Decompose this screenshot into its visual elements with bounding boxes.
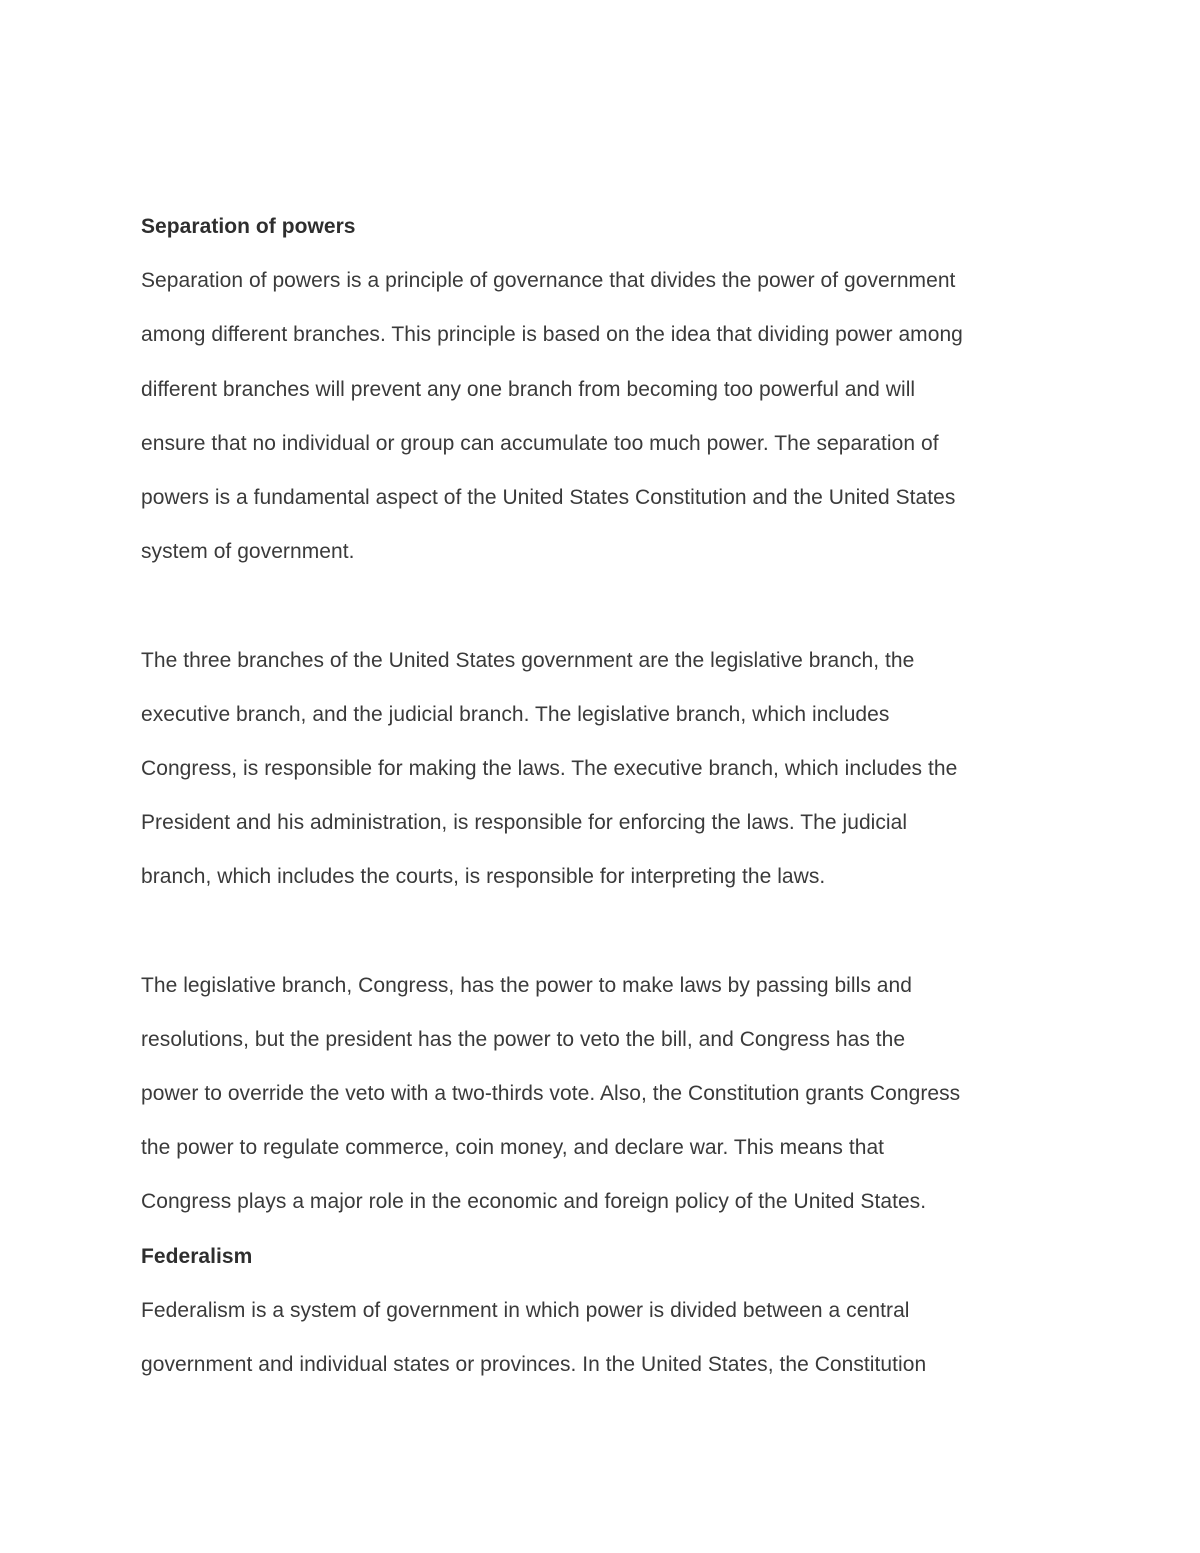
paragraph-line: executive branch, and the judicial branch. The legislative branch, which includes [141, 702, 890, 726]
paragraph-1 [141, 254, 1081, 579]
paragraph-line: power to override the veto with a two-thirds vote. Also, the Constitution grants Congress [141, 1082, 961, 1105]
paragraph-line: different branches will prevent any one branch from becoming too powerful and will [141, 377, 916, 401]
paragraph-line: President and his administration, is responsible for enforcing the laws. The judicial [141, 811, 908, 835]
paragraph-line: powers is a fundamental aspect of the United States Constitution and the United States [141, 485, 956, 509]
paragraph-spacer [141, 579, 1081, 633]
paragraph-2 [141, 634, 1081, 905]
paragraph-line: system of government. [141, 540, 355, 564]
paragraph-line: government and individual states or provinces. In the United States, the Constitution [141, 1352, 927, 1376]
paragraph-line: Federalism is a system of government in which power is divided between a central [141, 1298, 910, 1322]
paragraph-line: Separation of powers is a principle of governance that divides the power of government [141, 269, 956, 293]
paragraph-line: among different branches. This principle is based on the idea that dividing power among [141, 323, 963, 347]
section-heading-federalism: Federalism [141, 1244, 253, 1268]
paragraph-line: Congress plays a major role in the economic and foreign policy of the United States. [141, 1190, 927, 1214]
section-heading-separation-of-powers: Separation of powers [141, 215, 356, 238]
paragraph-line: ensure that no individual or group can accumulate too much power. The separation of [141, 431, 939, 455]
paragraph-3 [141, 959, 1081, 1230]
paragraph-line: Congress, is responsible for making the laws. The executive branch, which includes the [141, 756, 958, 780]
paragraph-line: The legislative branch, Congress, has the power to make laws by passing bills and [141, 973, 912, 997]
paragraph-spacer [141, 904, 1081, 958]
paragraph-line: branch, which includes the courts, is responsible for interpreting the laws. [141, 865, 826, 889]
paragraph-line: the power to regulate commerce, coin money, and declare war. This means that [141, 1136, 885, 1160]
paragraph-line: resolutions, but the president has the power to veto the bill, and Congress has the [141, 1027, 906, 1051]
paragraph-line: The three branches of the United States government are the legislative branch, the [141, 648, 915, 672]
paragraph-4 [141, 1284, 1081, 1392]
document-body [141, 200, 1081, 1392]
